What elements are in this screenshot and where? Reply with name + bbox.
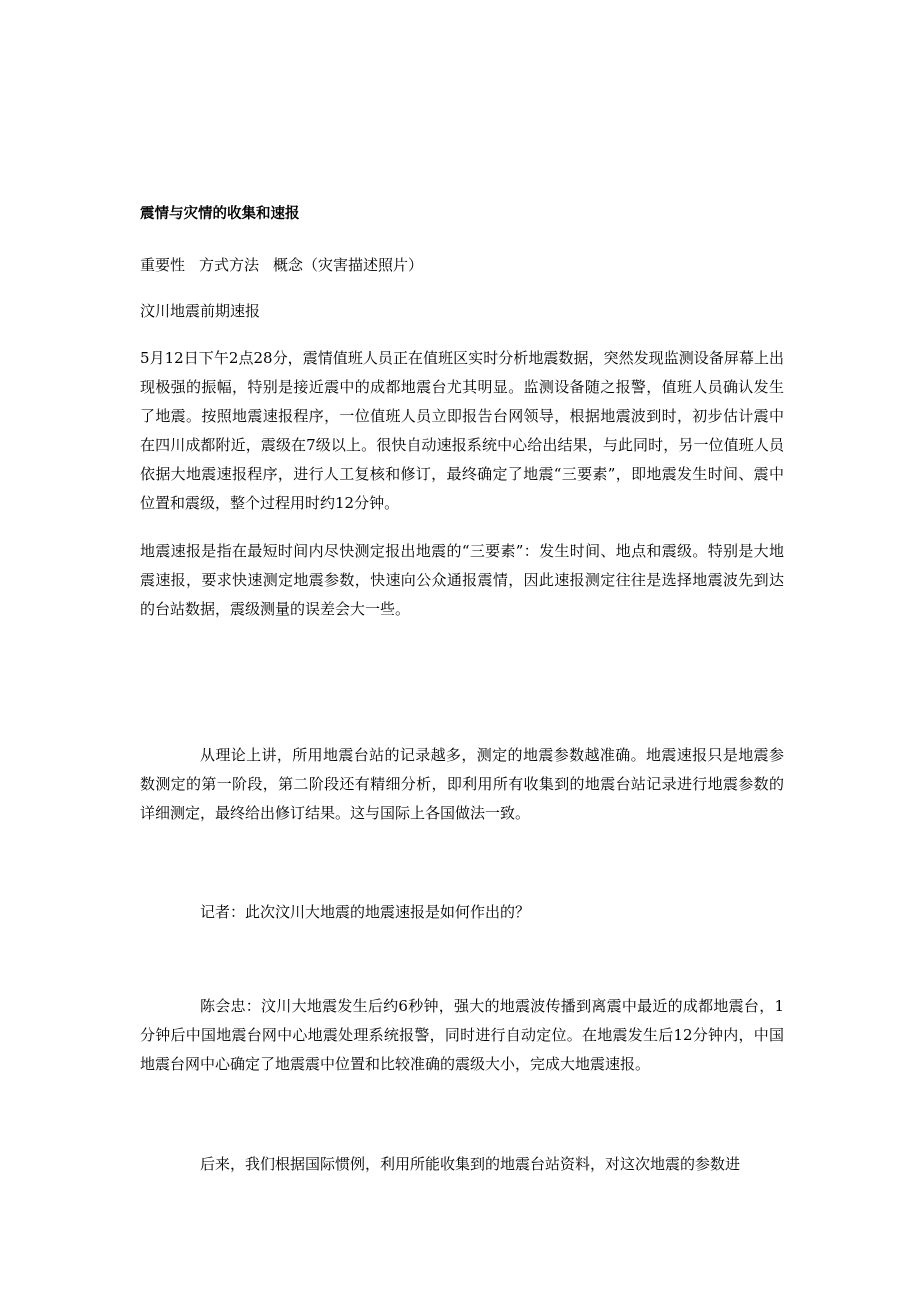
topic-importance: 重要性 — [140, 256, 186, 274]
document-title: 震情与灾情的收集和速报 — [140, 206, 300, 222]
topic-concepts: 概念（灾害描述照片） — [273, 256, 424, 274]
paragraph-wenchuan-timeline: 5月12日下午2点28分，震情值班人员正在值班区实时分析地震数据，突然发现监测设备屏幕上出现极强的振幅，特别是接近震中的成都地震台尤其明显。监测设备随之报警，值班人员确认发生了地震。按照地震速报程序，一位值班人员立即报告台网领导，根据地震波到时，初步估计震中在四川成都附近，震级在7级以上。很快自动速报系统中心给出结果，与此同时，另一位值班人员依据大地震速报程序，进行人工复核和修订，最终确定了地震“三要素”，即地震发生时间、震中位置和震级，整个过程用时约12分钟。 — [140, 349, 784, 512]
section-heading: 汶川地震前期速报 — [140, 302, 261, 320]
topic-methods: 方式方法 — [199, 256, 260, 274]
paragraph-reporter-question: 记者：此次汶川大地震的地震速报是如何作出的？ — [200, 903, 531, 921]
topic-list — [140, 251, 784, 280]
paragraph-theory: 从理论上讲，所用地震台站的记录越多，测定的地震参数越准确。地震速报只是地震参数测定的第一阶段，第二阶段还有精细分析，即利用所有收集到的地震台站记录进行地震参数的详细测定，最终给出修订结果。这与国际上各国做法一致。 — [140, 746, 784, 822]
paragraph-chen-answer: 陈会忠：汶川大地震发生后约6秒钟，强大的地震波传播到离震中最近的成都地震台，1分钟后中国地震台网中心地震处理系统报警，同时进行自动定位。在地震发生后12分钟内，中国地震台网中心确定了地震震中位置和比较准确的震级大小，完成大地震速报。 — [140, 997, 784, 1073]
paragraph-rapid-report-definition: 地震速报是指在最短时间内尽快测定报出地震的“三要素”：发生时间、地点和震级。特别是大地震速报，要求快速测定地震参数，快速向公众通报震情，因此速报测定往往是选择地震波先到达的台站数据，震级测量的误差会大一些。 — [140, 542, 784, 618]
paragraph-later: 后来，我们根据国际惯例，利用所能收集到的地震台站资料，对这次地震的参数进 — [200, 1155, 741, 1173]
